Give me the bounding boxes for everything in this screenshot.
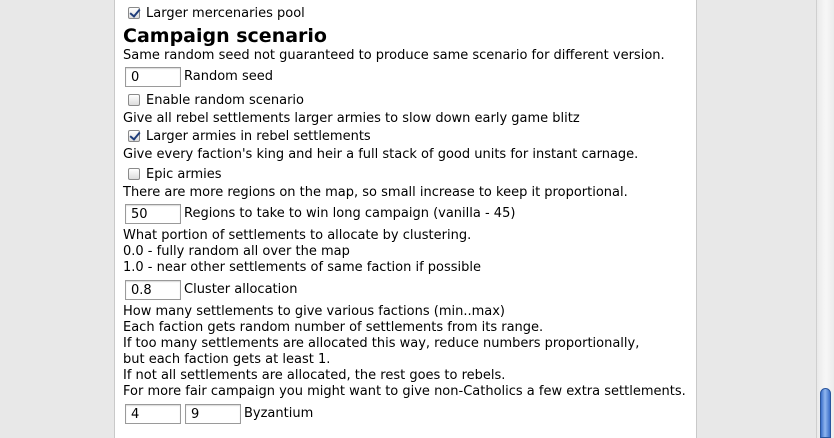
random-scenario-checkbox[interactable]	[128, 94, 140, 106]
rebel-row[interactable]	[123, 127, 696, 147]
epic-armies-label: Epic armies	[146, 167, 222, 182]
random-seed-input[interactable]: 0	[125, 67, 181, 87]
settings-content	[123, 0, 696, 426]
byzantium-max-input[interactable]: 9	[185, 404, 241, 424]
mercenaries-label: Larger mercenaries pool	[146, 6, 305, 21]
rebel-note: Give all rebel settlements larger armies to slow down early game blitz	[123, 111, 580, 126]
random-seed-label: Random seed	[184, 69, 273, 84]
alloc-note-1: How many settlements to give various factions (min..max)	[123, 304, 505, 319]
cluster-input[interactable]: 0.8	[125, 280, 181, 300]
mercenaries-row[interactable]	[123, 0, 696, 24]
vertical-scrollbar[interactable]	[816, 0, 834, 438]
random-scenario-label: Enable random scenario	[146, 93, 304, 108]
epic-row[interactable]	[123, 165, 696, 185]
random-scenario-row[interactable]	[123, 91, 696, 111]
regions-note: There are more regions on the map, so small increase to keep it proportional.	[123, 185, 628, 200]
epic-note: Give every faction's king and heir a full stack of good units for instant carnage.	[123, 147, 639, 162]
alloc-note-6: For more fair campaign you might want to give non-Catholics a few extra settlements.	[123, 384, 686, 399]
byzantium-row	[123, 402, 696, 426]
alloc-note-3: If too many settlements are allocated this way, reduce numbers proportionally,	[123, 336, 640, 351]
seed-note: Same random seed not guaranteed to produce same scenario for different version.	[123, 48, 665, 63]
settings-panel	[114, 0, 697, 438]
alloc-note-2: Each faction gets random number of settlements from its range.	[123, 320, 544, 335]
rebel-armies-label: Larger armies in rebel settlements	[146, 129, 371, 144]
byzantium-min-input[interactable]: 4	[125, 404, 181, 424]
scrollbar-thumb[interactable]	[820, 388, 831, 438]
epic-armies-checkbox[interactable]	[128, 168, 140, 180]
seed-row	[123, 65, 696, 89]
cluster-row	[123, 278, 696, 302]
regions-row	[123, 202, 696, 226]
campaign-heading: Campaign scenario	[123, 25, 327, 47]
regions-input[interactable]: 50	[125, 204, 181, 224]
cluster-label: Cluster allocation	[184, 282, 298, 297]
byzantium-label: Byzantium	[244, 406, 314, 421]
cluster-note-3: 1.0 - near other settlements of same faction if possible	[123, 260, 482, 275]
rebel-armies-checkbox[interactable]	[128, 130, 140, 142]
alloc-note-4: but each faction gets at least 1.	[123, 352, 331, 367]
cluster-note-1: What portion of settlements to allocate by clustering.	[123, 228, 472, 243]
cluster-note-2: 0.0 - fully random all over the map	[123, 244, 350, 259]
alloc-note-5: If not all settlements are allocated, the rest goes to rebels.	[123, 368, 506, 383]
mercenaries-checkbox[interactable]	[128, 7, 140, 19]
regions-label: Regions to take to win long campaign (vanilla - 45)	[184, 206, 516, 221]
